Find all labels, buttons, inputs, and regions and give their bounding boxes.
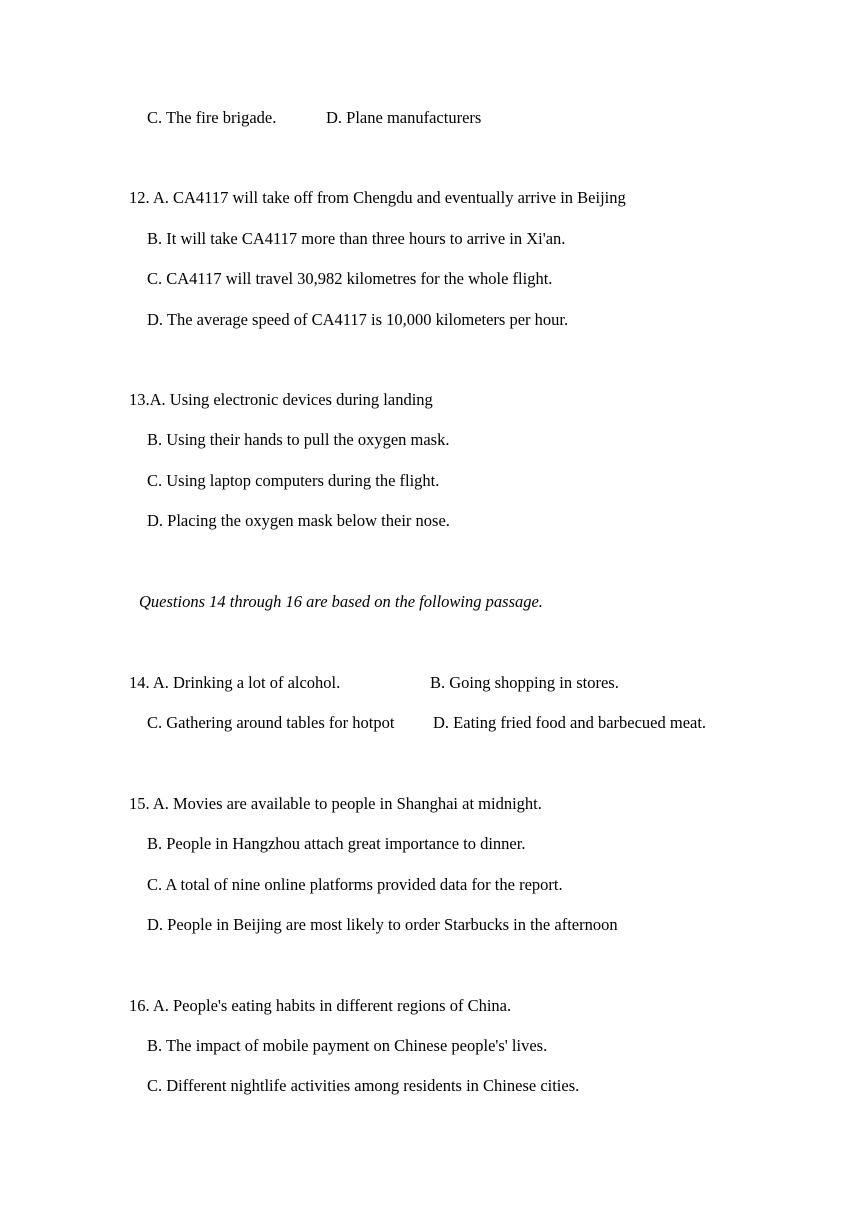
q13-option-a: 13.A. Using electronic devices during landing [129,390,433,409]
q11-option-c: C. The fire brigade. [147,108,277,127]
q12-option-a: 12. A. CA4117 will take off from Chengdu and eventually arrive in Beijing [129,188,626,207]
q12-option-d: D. The average speed of CA4117 is 10,000 kilometers per hour. [147,310,569,329]
q16-option-b: B. The impact of mobile payment on Chinese people's' lives. [147,1036,548,1055]
q13-option-b: B. Using their hands to pull the oxygen mask. [147,430,450,449]
q16-option-c: C. Different nightlife activities among residents in Chinese cities. [147,1076,580,1095]
q15-option-d: D. People in Beijing are most likely to order Starbucks in the afternoon [147,915,618,934]
q12-option-c: C. CA4117 will travel 30,982 kilometres for the whole flight. [147,269,553,288]
q13-option-c: C. Using laptop computers during the flight. [147,471,440,490]
q14-option-c: C. Gathering around tables for hotpot [147,713,395,732]
q14-option-d: D. Eating fried food and barbecued meat. [433,713,707,732]
q12-option-b: B. It will take CA4117 more than three hours to arrive in Xi'an. [147,229,566,248]
q14-option-b: B. Going shopping in stores. [430,673,619,692]
q13-option-d: D. Placing the oxygen mask below their nose. [147,511,450,530]
q11-option-d: D. Plane manufacturers [326,108,482,127]
q15-option-a: 15. A. Movies are available to people in Shanghai at midnight. [129,794,542,813]
q15-option-c: C. A total of nine online platforms provided data for the report. [147,875,563,894]
q14-option-a: 14. A. Drinking a lot of alcohol. [129,673,341,692]
q15-option-b: B. People in Hangzhou attach great importance to dinner. [147,834,526,853]
section-instruction: Questions 14 through 16 are based on the following passage. [139,592,543,611]
q16-option-a: 16. A. People's eating habits in different regions of China. [129,996,512,1015]
